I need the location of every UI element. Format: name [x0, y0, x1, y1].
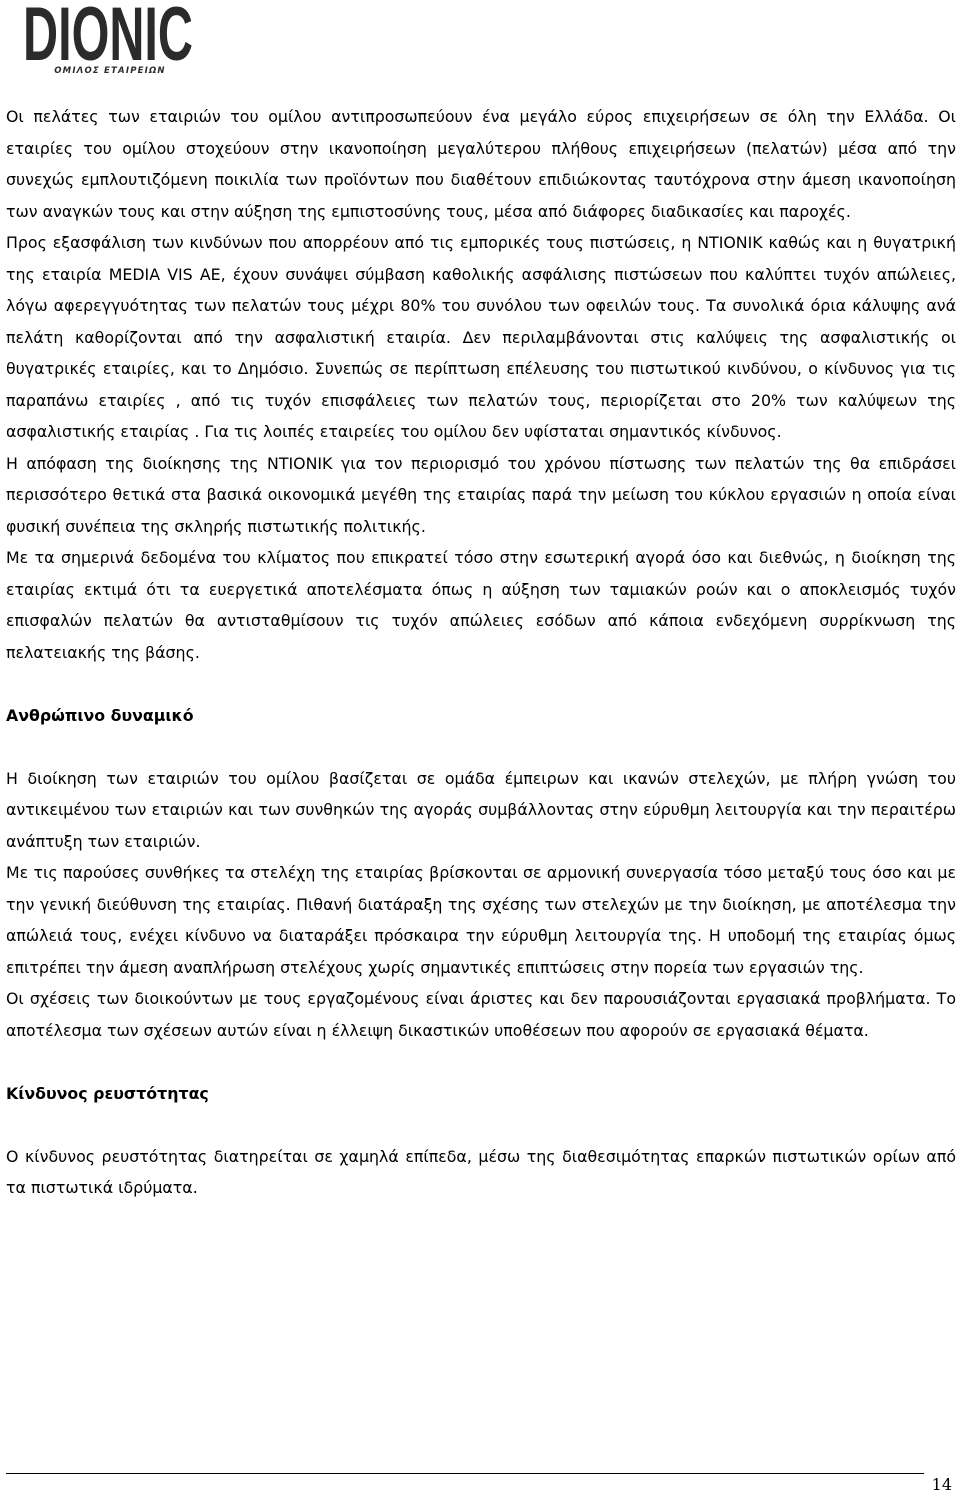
paragraph-clients: Οι πελάτες των εταιριών του ομίλου αντιπροσωπεύουν ένα μεγάλο εύρος επιχειρήσεων σε όλη την Ελλάδα. Οι εταιρίες του ομίλου στοχεύουν στην ικανοποίηση μεγαλύτερου πλήθους επιχειρήσεων (πελατών) μέσα από την συνεχώς εμπλουτιζόμενη ποικιλία των προϊόντων που διαθέτουν επιδιώκοντας ταυτόχρονα στην άμεση ικανοποίηση των αναγκών τους και στην αύξηση της εμπιστοσύνης τους, μέσα από διάφορες διαδικασίες και παροχές. [6, 107, 956, 221]
paragraph-labor-relations: Οι σχέσεις των διοικούντων με τους εργαζομένους είναι άριστες και δεν παρουσιάζονται εργασιακά προβλήματα. Το αποτέλεσμα των σχέσεων αυτών είναι η έλλειψη δικαστικών υποθέσεων που αφορούν σε εργασιακά θέματα. [6, 989, 956, 1040]
paragraph-credit-insurance: Προς εξασφάλιση των κινδύνων που απορρέουν από τις εμπορικές τους πιστώσεις, η ΝΤΙΟΝΙΚ καθώς και η θυγατρική της εταιρία MEDIA VIS AE, έχουν συνάψει σύμβαση καθολικής ασφάλισης πιστώσεων που καλύπτει τυχόν απώλειες, λόγω αφερεγγυότητας των πελατών τους μέχρι 80% του συνόλου των οφειλών τους. Τα συνολικά όρια κάλυψης ανά πελάτη καθορίζονται από την ασφαλιστική εταιρία. Δεν περιλαμβάνονται στις καλύψεις της ασφαλιστικής οι θυγατρικές εταιρίες, και το Δημόσιο. Συνεπώς σε περίπτωση επέλευσης του πιστωτικού κινδύνου, ο κίνδυνος για τις παραπάνω εταιρίες , από τις τυχόν επισφάλειες των πελατών τους, περιορίζεται στο 20% των καλύψεων της ασφαλιστικής εταιρίας . Για τις λοιπές εταιρείες του ομίλου δεν υφίσταται σημαντικός κίνδυνος. [6, 233, 956, 441]
paragraph-market-outlook: Με τα σημερινά δεδομένα του κλίματος που επικρατεί τόσο στην εσωτερική αγορά όσο και διεθνώς, η διοίκηση της εταιρίας εκτιμά ότι τα ευεργετικά αποτελέσματα όπως η αύξηση των ταμιακών ροών και ο αποκλεισμός τυχόν επισφαλών πελατών θα αντισταθμίσουν τις τυχόν απώλειες εσόδων από κάποια ενδεχόμενη συρρίκνωση της πελατειακής της βάσης. [6, 548, 956, 662]
paragraph-management-team: Η διοίκηση των εταιριών του ομίλου βασίζεται σε ομάδα έμπειρων και ικανών στελεχών, με πλήρη γνώση του αντικειμένου των εταιριών και των συνθηκών της αγοράς συμβάλλοντας στην εύρυθμη λειτουργία και την περαιτέρω ανάπτυξη των εταιριών. [6, 768, 956, 851]
spacer [6, 668, 956, 700]
heading-human-resources: Ανθρώπινο δυναμικό [6, 705, 194, 725]
paragraph-liquidity: Ο κίνδυνος ρευστότητας διατηρείται σε χαμηλά επίπεδα, μέσω της διαθεσιμότητας επαρκών πιστωτικών ορίων από τα πιστωτικά ιδρύματα. [6, 1146, 956, 1197]
paragraph-credit-policy: Η απόφαση της διοίκησης της ΝΤΙΟΝΙΚ για τον περιορισμό του χρόνου πίστωσης των πελατών της θα επιδράσει περισσότερο θετικά στα βασικά οικονομικά μεγέθη της εταιρίας παρά την μείωση του κύκλου εργασιών η οποία είναι φυσική συνέπεια της σκληρής πιστωτικής πολιτικής. [6, 453, 956, 536]
spacer [6, 1109, 956, 1141]
footer-divider [6, 1473, 924, 1474]
paragraph-executives: Με τις παρούσες συνθήκες τα στελέχη της εταιρίας βρίσκονται σε αρμονική συνεργασία τόσο μεταξύ τους όσο και με την γενική διεύθυνση της εταιρίας. Πιθανή διατάραξη της σχέσης των στελεχών με την διοίκηση, με αποτέλεσμα την απώλειά τους, ενέχει κίνδυνο να διαταράξει πρόσκαιρα την εύρυθμη λειτουργία της. Η υποδομή της εταιρίας όμως επιτρέπει την άμεση αναπλήρωση στελέχους χωρίς σημαντικές επιπτώσεις στην πορεία των εργασιών της. [6, 863, 956, 977]
logo-wordmark: DIONIC [23, 4, 193, 76]
page-number: 14 [931, 1475, 952, 1494]
document-body [6, 101, 956, 1204]
spacer [6, 731, 956, 763]
logo-tagline: ΟΜΙΛΟΣ ΕΤΑΙΡΕΙΩΝ [54, 66, 166, 76]
dionic-logo [22, 4, 194, 76]
spacer [6, 1046, 956, 1078]
heading-liquidity-risk: Κίνδυνος ρευστότητας [6, 1083, 209, 1103]
